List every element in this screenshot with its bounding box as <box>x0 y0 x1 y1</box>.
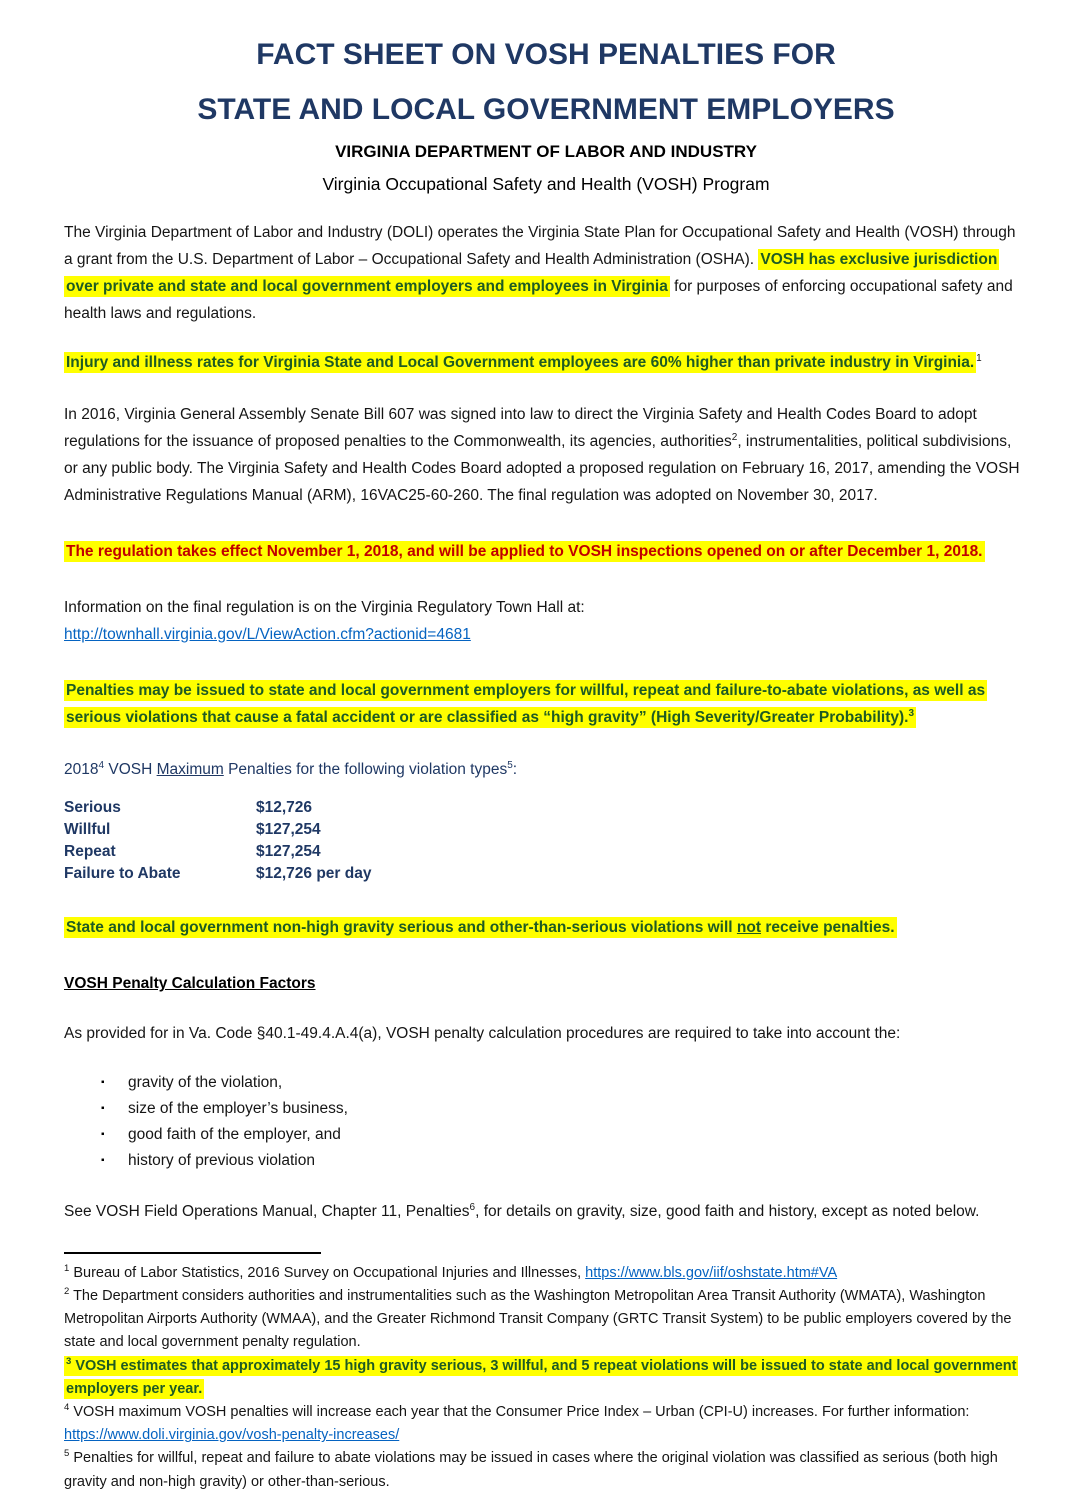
intro-paragraph <box>64 220 1028 328</box>
penalty-amount: $127,254 <box>256 820 321 838</box>
penalty-row-failure-to-abate <box>64 863 1028 885</box>
townhall-regulation-link[interactable]: http://townhall.virginia.gov/L/ViewAction.cfm?actionid=4681 <box>64 625 471 643</box>
list-item-size <box>101 1096 1028 1122</box>
penalties-issued-statement <box>64 678 1028 732</box>
title-line-1: FACT SHEET ON VOSH PENALTIES FOR <box>256 38 836 71</box>
maximum-underlined: Maximum <box>156 760 224 778</box>
injury-rate-highlight: Injury and illness rates for Virginia State and Local Government employees are 60% higher than private industry in Virginia. <box>66 353 975 371</box>
penalties-issued-text: Penalties may be issued to state and local government employers for willful, repeat and failure-to-abate violations, as well as serious violations that cause a fatal accident or are classified as “high gravity” (High Severity/Greater Probability). <box>66 681 986 726</box>
calculation-factors-heading: VOSH Penalty Calculation Factors <box>64 974 316 992</box>
footnote-ref-2: 2 <box>731 431 738 443</box>
va-code-paragraph: As provided for in Va. Code §40.1-49.4.A.4(a), VOSH penalty calculation procedures are required to take into account the: <box>64 1024 901 1042</box>
footnote-text: Penalties for willful, repeat and failure to abate violations may be issued in cases where the original violation was classified as serious (both high gravity and non-high gravity) or other-than-serious. <box>64 1450 998 1490</box>
footnote-number: 5 <box>64 1448 70 1460</box>
max-penalties-heading <box>64 757 1028 784</box>
penalty-amount: $12,726 <box>256 798 313 816</box>
no-penalty-statement <box>64 915 1028 942</box>
intro-highlighted-text: VOSH has exclusive jurisdiction over private and state and local government employers and employees in Virginia <box>66 250 998 295</box>
see-manual-text-1: See VOSH Field Operations Manual, Chapter 11, Penalties <box>64 1202 470 1220</box>
square-bullet-icon: ▪ <box>101 1154 105 1166</box>
max-penalties-text-2: Penalties for the following violation types <box>223 760 508 778</box>
regulation-info-text: Information on the final regulation is on the Virginia Regulatory Town Hall at: <box>64 598 585 616</box>
square-bullet-icon: ▪ <box>101 1076 105 1088</box>
max-penalties-colon: : <box>512 760 518 778</box>
no-penalty-text-1: State and local government non-high gravity serious and other-than-serious violations will <box>66 918 737 936</box>
penalty-row-repeat <box>64 841 1028 863</box>
footnote-number: 3 <box>66 1355 72 1367</box>
footnote-2 <box>64 1285 1028 1355</box>
square-bullet-icon: ▪ <box>101 1128 105 1140</box>
footnote-3-highlight <box>64 1356 1018 1399</box>
list-item-history <box>101 1148 1028 1174</box>
footnote-3 <box>64 1355 1028 1401</box>
see-manual-paragraph <box>64 1199 1028 1226</box>
bls-survey-link[interactable]: https://www.bls.gov/iif/oshstate.htm#VA <box>585 1264 838 1281</box>
max-penalties-text-1: VOSH <box>104 760 157 778</box>
footnote-number: 2 <box>64 1286 70 1298</box>
list-item-label: good faith of the employer, and <box>128 1125 341 1143</box>
violation-type: Repeat <box>64 843 116 861</box>
see-manual-text-2: , for details on gravity, size, good faith and history, except as noted below. <box>475 1202 980 1220</box>
footnote-1 <box>64 1262 1028 1285</box>
no-penalty-highlight <box>64 917 897 938</box>
senate-bill-paragraph <box>64 402 1028 510</box>
effective-date-statement <box>64 539 1028 566</box>
footnote-text: Bureau of Labor Statistics, 2016 Survey on Occupational Injuries and Illnesses, <box>73 1264 586 1281</box>
penalties-issued-highlight <box>64 680 987 728</box>
penalty-table <box>64 797 1028 886</box>
injury-rate-statement <box>64 350 1028 377</box>
regulation-info-paragraph <box>64 595 1028 649</box>
list-item-gravity <box>101 1070 1028 1096</box>
effective-date-highlight: The regulation takes effect November 1, 2018, and will be applied to VOSH inspections opened on or after December 1, 2018. <box>66 542 983 560</box>
footnote-text: The Department considers authorities and instrumentalities such as the Washington Metropolitan Area Transit Authority (WMATA), Washington Metropolitan Airports Authority (WMAA), and the Greater Richmond Transit Company (GRTC Transit System) to be public employers covered by the state and local government penalty regulation. <box>64 1288 1012 1351</box>
violation-type: Willful <box>64 820 111 838</box>
footnote-5 <box>64 1447 1028 1493</box>
factor-list <box>64 1070 1028 1174</box>
no-penalty-text-2: receive penalties. <box>761 918 895 936</box>
max-penalties-year: 2018 <box>64 760 99 778</box>
document-title <box>64 38 1028 127</box>
footnote-ref-4: 4 <box>98 759 105 771</box>
footnote-number: 1 <box>64 1262 70 1274</box>
penalty-row-willful <box>64 819 1028 841</box>
list-item-good-faith <box>101 1122 1028 1148</box>
senate-bill-text-2: , instrumentalities, political subdivisions, or any public body. The Virginia Safety and Health Codes Board adopted a proposed regulation on February 16, 2017, amending the VOSH Administrative Regulations Manual (ARM), 16VAC25-60-260. The final regulation was adopted on November 30, 2017. <box>64 432 1020 504</box>
penalty-amount: $12,726 per day <box>256 865 372 883</box>
list-item-label: size of the employer’s business, <box>128 1099 348 1117</box>
list-item-label: history of previous violation <box>128 1151 315 1169</box>
footnote-text: VOSH maximum VOSH penalties will increase each year that the Consumer Price Index – Urban (CPI-U) increases. For further information: <box>73 1403 970 1420</box>
footnote-ref-1: 1 <box>976 352 982 364</box>
footnote-text: VOSH estimates that approximately 15 high gravity serious, 3 willful, and 5 repeat violations will be issued to state and local government employers per year. <box>66 1357 1017 1397</box>
footnote-ref-3: 3 <box>908 707 915 719</box>
violation-type: Serious <box>64 798 121 816</box>
title-line-2: STATE AND LOCAL GOVERNMENT EMPLOYERS <box>197 93 895 126</box>
doli-penalty-increases-link[interactable]: https://www.doli.virginia.gov/vosh-penalty-increases/ <box>64 1427 400 1444</box>
senate-bill-text-1: In 2016, Virginia General Assembly Senate Bill 607 was signed into law to direct the Virginia Safety and Health Codes Board to adopt regulations for the issuance of proposed penalties to the Commonwealth, its agencies, authorities <box>64 405 977 450</box>
program-subtitle: Virginia Occupational Safety and Health (VOSH) Program <box>322 174 770 194</box>
penalty-row-serious <box>64 797 1028 819</box>
footnote-number: 4 <box>64 1402 70 1414</box>
violation-type: Failure to Abate <box>64 865 181 883</box>
footnote-ref-5: 5 <box>507 759 513 771</box>
list-item-label: gravity of the violation, <box>128 1073 283 1091</box>
intro-text-2: for purposes of enforcing occupational safety and health laws and regulations. <box>64 277 1013 322</box>
footnote-ref-6: 6 <box>469 1201 476 1213</box>
square-bullet-icon: ▪ <box>101 1102 105 1114</box>
footnote-separator <box>64 1252 321 1254</box>
intro-text-1: The Virginia Department of Labor and Industry (DOLI) operates the Virginia State Plan for Occupational Safety and Health (VOSH) through a grant from the U.S. Department of Labor – Occupational Safety and Health Administration (OSHA). <box>64 224 1016 268</box>
not-underlined: not <box>736 918 762 936</box>
department-subtitle: VIRGINIA DEPARTMENT OF LABOR AND INDUSTRY <box>335 142 757 161</box>
penalty-amount: $127,254 <box>256 843 321 861</box>
